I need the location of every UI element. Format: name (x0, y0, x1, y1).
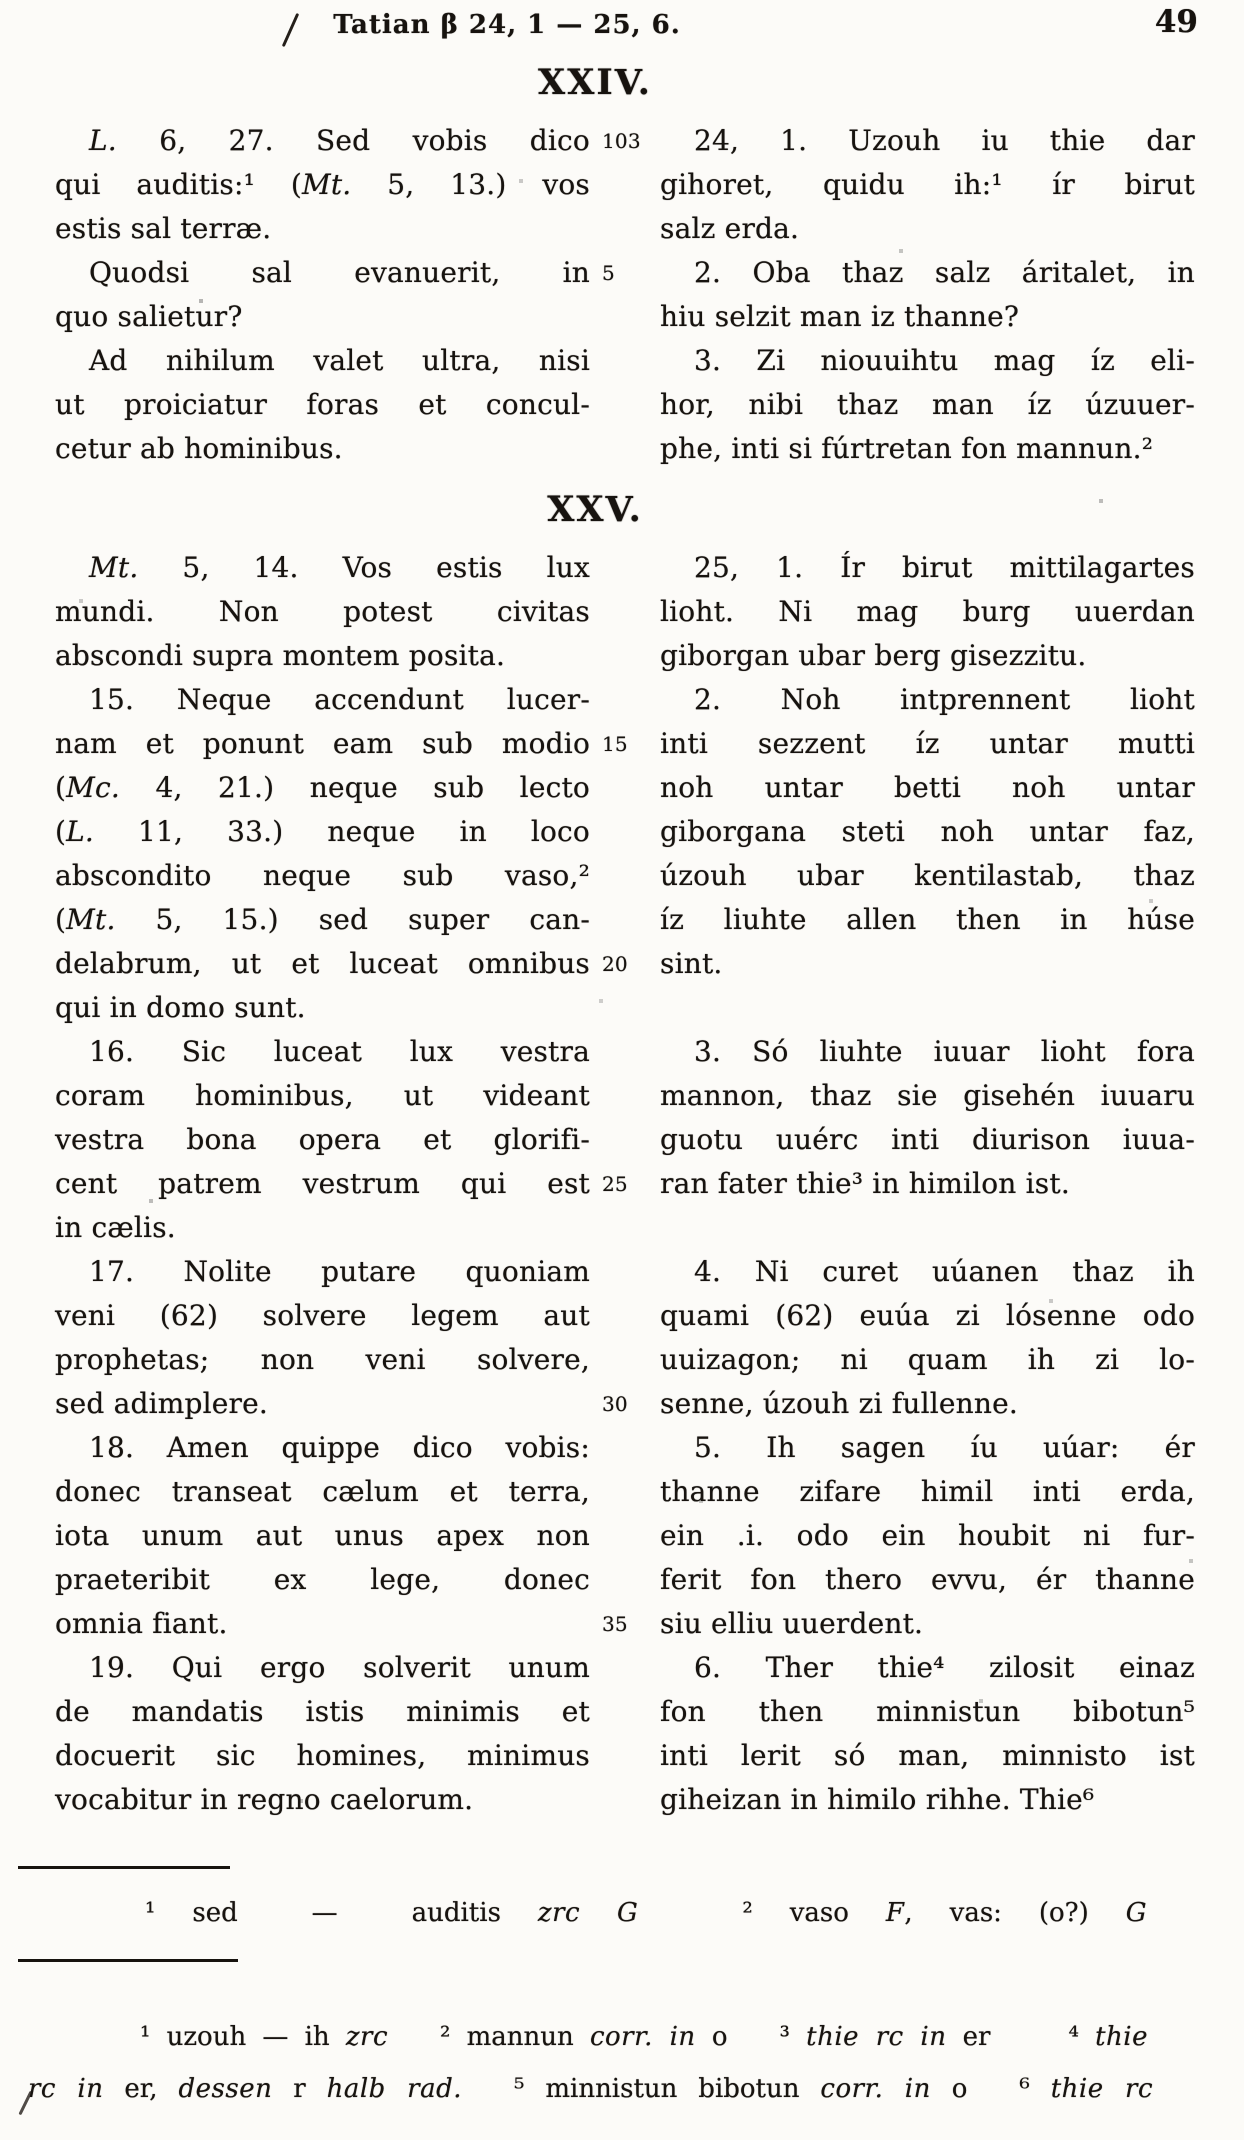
text-line: 17. Nolite putare quoniam (89, 1255, 590, 1288)
text-line: hor, nibi thaz man íz úzuuer- (660, 388, 1195, 421)
gutter-line-number: 20 (602, 952, 628, 976)
column-gutter (590, 339, 660, 471)
ohg-paragraph (660, 546, 1195, 678)
latin-paragraph (55, 339, 590, 471)
text-line: praeteribit ex lege, donec (55, 1563, 590, 1596)
text-line: 3. Zi niouuihtu mag íz eli- (694, 344, 1195, 377)
text-line: iota unum aut unus apex non (55, 1519, 590, 1552)
text-line: noh untar betti noh untar (660, 771, 1195, 804)
gutter-line-number: 15 (602, 732, 628, 756)
text-line: abscondito neque sub vaso,² (55, 859, 590, 892)
text-line: 4. Ni curet uúanen thaz ih (694, 1255, 1195, 1288)
ohg-paragraph (660, 1646, 1195, 1822)
text-line: giborgana steti noh untar faz, (660, 815, 1195, 848)
ohg-paragraph (660, 1030, 1195, 1250)
paragraph-pair (55, 339, 1195, 471)
text-line: 18. Amen quippe dico vobis: (89, 1431, 590, 1464)
text-line: fon then minnistun bibotun⁵ (660, 1695, 1195, 1728)
ohg-paragraph (660, 1250, 1195, 1426)
paragraph-pair (55, 1250, 1195, 1426)
text-line: 16. Sic luceat lux vestra (89, 1035, 590, 1068)
footnote-rule (18, 1866, 230, 1869)
text-line: giborgan ubar berg gisezzitu. (660, 639, 1087, 672)
text-line: ut proiciatur foras et concul- (55, 388, 590, 421)
text-line: 15. Neque accendunt lucer- (89, 683, 590, 716)
text-line: (Mt. 5, 15.) sed super can- (55, 903, 590, 936)
gutter-line-number: 5 (602, 261, 615, 285)
text-line: coram hominibus, ut videant (55, 1079, 590, 1112)
text-line: qui auditis:¹ (Mt. 5, 13.) vos (55, 168, 590, 201)
latin-paragraph (55, 251, 615, 339)
section-heading: XXIV. (538, 62, 652, 103)
text-line: giheizan in himilo rihhe. Thie⁶ (660, 1783, 1095, 1816)
text-line: docuerit sic homines, minimus (55, 1739, 590, 1772)
text-line: estis sal terræ. (55, 212, 272, 245)
paragraph-pair (55, 678, 1195, 1030)
text-line: salz erda. (660, 212, 800, 245)
text-line: 19. Qui ergo solverit unum (89, 1651, 590, 1684)
latin-paragraph (55, 1646, 590, 1822)
ohg-paragraph (660, 678, 1195, 1030)
text-line: ein .i. odo ein houbit ni fur- (660, 1519, 1195, 1552)
sections (55, 62, 1195, 1822)
text-line: inti sezzent íz untar mutti (660, 727, 1195, 760)
text-line: gihoret, quidu ih:¹ ír birut (660, 168, 1195, 201)
text-line: lioht. Ni mag burg uuerdan (660, 595, 1195, 628)
text-line: quo salietur? (55, 300, 243, 333)
column-gutter (590, 1646, 660, 1822)
text-line: L. 6, 27. Sed vobis dico 103 (55, 119, 590, 163)
text-line: nam et ponunt eam sub modio 15 (55, 722, 590, 766)
text-line: cent patrem vestrum qui est 25 (55, 1162, 590, 1206)
text-line: 6. Ther thie⁴ zilosit einaz (694, 1651, 1195, 1684)
ohg-paragraph (660, 119, 1195, 251)
text-line: qui in domo sunt. (55, 991, 306, 1024)
gutter-line-number: 25 (602, 1172, 628, 1196)
text-line: úzouh ubar kentilastab, thaz (660, 859, 1195, 892)
ohg-paragraph (660, 251, 1195, 339)
text-line: 2. Noh intprennent lioht (694, 683, 1195, 716)
text-line: vocabitur in regno caelorum. (55, 1783, 474, 1816)
ohg-paragraph (660, 1426, 1195, 1646)
footnote-ohg-line1: ¹ uzouh — ih zrc ² mannun corr. in o ³ thie rc in er ⁴ thie (140, 2022, 1148, 2052)
latin-paragraph (55, 678, 628, 1030)
text-line: quami (62) euúa zi lósenne odo (660, 1299, 1195, 1332)
footnote-ohg-line2: rc in er, dessen r halb rad. ⁵ minnistun bibotun corr. in o ⁶ thie rc (28, 2074, 1154, 2104)
latin-paragraph (55, 119, 641, 251)
column-gutter (590, 1030, 660, 1250)
text-line: in cælis. (55, 1211, 176, 1244)
text-line: veni (62) solvere legem aut (55, 1299, 590, 1332)
text-line: 5. Ih sagen íu uúar: ér (694, 1431, 1195, 1464)
paragraph-pair (55, 546, 1195, 678)
text-line: omnia fiant. 35 (55, 1602, 590, 1646)
ohg-paragraph (660, 339, 1195, 471)
page-number: 49 (1154, 4, 1198, 40)
footnote-latin: ¹ sed — auditis zrc G ² vaso F, vas: (o?) G (145, 1898, 1148, 1928)
text-line: sed adimplere. 30 (55, 1382, 590, 1426)
text-line: ran fater thie³ in himilon ist. (660, 1167, 1070, 1200)
text-line: 2. Oba thaz salz áritalet, in (694, 256, 1195, 289)
latin-paragraph (55, 546, 590, 678)
section-heading: XXV. (547, 489, 643, 530)
text-line: 24, 1. Uzouh iu thie dar (694, 124, 1195, 157)
text-line: de mandatis istis minimis et (55, 1695, 590, 1728)
text-line: 3. Só liuhte iuuar lioht fora (694, 1035, 1195, 1068)
text-line: senne, úzouh zi fullenne. (660, 1387, 1019, 1420)
text-line: delabrum, ut et luceat omnibus 20 (55, 942, 590, 986)
paragraph-pair (55, 1646, 1195, 1822)
text-line: mundi. Non potest civitas (55, 595, 590, 628)
text-line: (L. 11, 33.) neque in loco (55, 815, 590, 848)
running-title: Tatian β 24, 1 — 25, 6. (333, 10, 681, 40)
scan-speckles (0, 0, 2, 2)
paragraph-pair (55, 251, 1195, 339)
text-line: mannon, thaz sie gisehén iuuaru (660, 1079, 1195, 1112)
text-line: vestra bona opera et glorifi- (55, 1123, 590, 1156)
text-line: uuizagon; ni quam ih zi lo- (660, 1343, 1195, 1376)
latin-paragraph (55, 1030, 628, 1250)
text-line: inti lerit só man, minnisto ist (660, 1739, 1195, 1772)
text-line: (Mc. 4, 21.) neque sub lecto (55, 771, 590, 804)
text-line: Mt. 5, 14. Vos estis lux (89, 551, 590, 584)
text-line: 25, 1. Ír birut mittilagartes (694, 551, 1195, 584)
text-line: cetur ab hominibus. (55, 432, 343, 465)
text-line: prophetas; non veni solvere, (55, 1343, 590, 1376)
paragraph-pair (55, 1426, 1195, 1646)
text-line: guotu uuérc inti diurison iuua- (660, 1123, 1195, 1156)
text-line: donec transeat cælum et terra, (55, 1475, 590, 1508)
text-line: phe, inti si fúrtretan fon mannun.² (660, 432, 1154, 465)
text-line: Ad nihilum valet ultra, nisi (89, 344, 590, 377)
paragraph-pair (55, 119, 1195, 251)
latin-paragraph (55, 1250, 628, 1426)
text-line: abscondi supra montem posita. (55, 639, 506, 672)
text-line: Quodsi sal evanuerit, in 5 (55, 251, 590, 295)
latin-paragraph (55, 1426, 628, 1646)
text-line: sint. (660, 947, 723, 980)
text-line: siu elliu uuerdent. (660, 1607, 924, 1640)
column-gutter (590, 546, 660, 678)
gutter-line-number: 35 (602, 1612, 628, 1636)
text-line: thanne zifare himil inti erda, (660, 1475, 1195, 1508)
gutter-line-number: 30 (602, 1392, 628, 1416)
footnote-rule (18, 1959, 238, 1962)
paragraph-pair (55, 1030, 1195, 1250)
gutter-line-number: 103 (602, 129, 641, 153)
text-line: íz liuhte allen then in húse (660, 903, 1195, 936)
text-line: ferit fon thero evvu, ér thanne (660, 1563, 1195, 1596)
text-line: hiu selzit man iz thanne? (660, 300, 1020, 333)
